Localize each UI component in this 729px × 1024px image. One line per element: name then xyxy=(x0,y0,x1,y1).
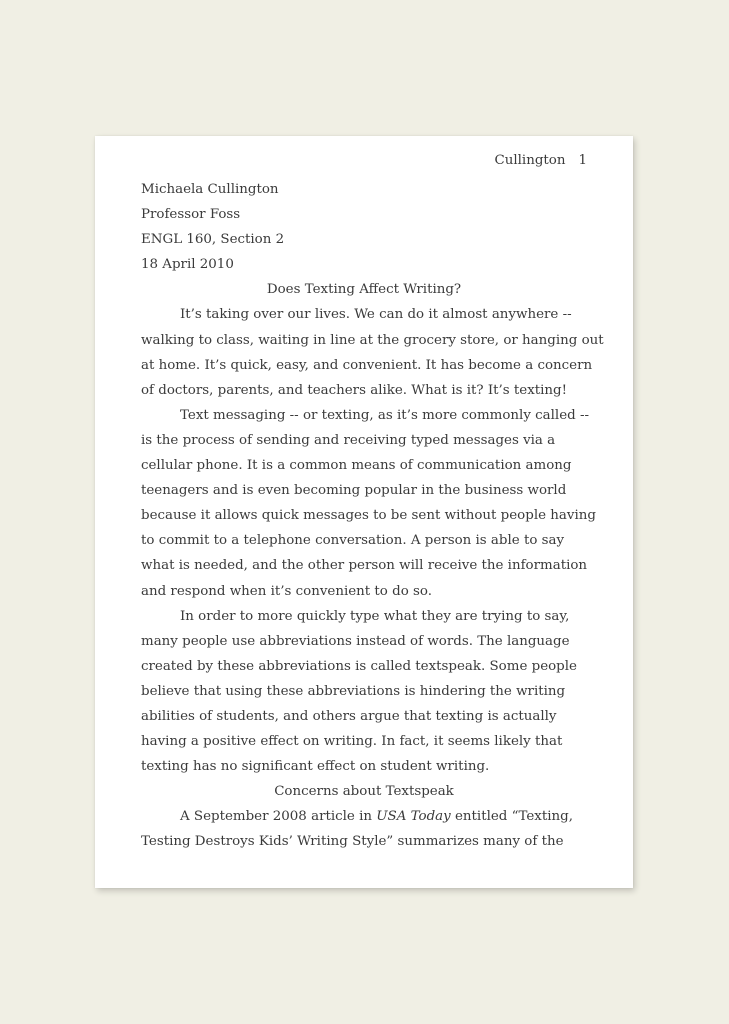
text-line: texting has no significant effect on student writing. xyxy=(141,759,490,775)
text-line: because it allows quick messages to be sent without people having xyxy=(141,508,596,524)
text-line: is the process of sending and receiving typed messages via a xyxy=(141,432,556,448)
text-line: cellular phone. It is a common means of communication among xyxy=(141,458,572,474)
running-head xyxy=(141,148,587,177)
text-run: A September 2008 article in xyxy=(180,809,377,825)
text-run: entitled “Texting, xyxy=(450,809,573,825)
text-line: teenagers and is even becoming popular in the business world xyxy=(141,483,567,499)
text-line: having a positive effect on writing. In fact, it seems likely that xyxy=(141,734,563,750)
text-line: of doctors, parents, and teachers alike. What is it? It’s texting! xyxy=(141,382,567,398)
paragraph-1 xyxy=(141,302,604,402)
section-subheading: Concerns about Textspeak xyxy=(274,784,454,800)
text-line: Text messaging -- or texting, as it’s more commonly called -- xyxy=(180,407,590,423)
student-name: Michaela Cullington xyxy=(141,182,279,197)
page-number: 1 xyxy=(578,153,587,168)
paragraph-2 xyxy=(141,403,596,604)
text-line: Testing Destroys Kids’ Writing Style” summarizes many of the xyxy=(141,834,564,850)
text-line: believe that using these abbreviations is hindering the writing xyxy=(141,683,566,699)
text-line xyxy=(141,804,587,829)
date: 18 April 2010 xyxy=(141,257,234,273)
text-line: abilities of students, and others argue that texting is actually xyxy=(141,708,557,724)
document-page xyxy=(95,136,633,888)
running-head-surname: Cullington xyxy=(494,153,566,168)
instructor-name: Professor Foss xyxy=(141,207,241,223)
text-line: It’s taking over our lives. We can do it almost anywhere -- xyxy=(180,307,572,323)
text-line: many people use abbreviations instead of words. The language xyxy=(141,633,570,649)
essay-title: Does Texting Affect Writing? xyxy=(266,282,462,298)
heading-block xyxy=(141,177,587,277)
text-line: what is needed, and the other person will receive the information xyxy=(141,558,588,574)
paragraph-3 xyxy=(141,604,587,780)
text-line: at home. It’s quick, easy, and convenient. It has become a concern xyxy=(141,357,593,373)
course-name: ENGL 160, Section 2 xyxy=(141,232,285,248)
text-line: created by these abbreviations is called textspeak. Some people xyxy=(141,658,577,674)
text-line: to commit to a telephone conversation. A person is able to say xyxy=(141,533,565,549)
text-line: and respond when it’s convenient to do so. xyxy=(141,583,432,599)
publication-title: USA Today xyxy=(376,809,451,825)
text-line: In order to more quickly type what they are trying to say, xyxy=(180,608,570,624)
text-line: walking to class, waiting in line at the grocery store, or hanging out xyxy=(141,332,604,348)
paragraph-4 xyxy=(141,804,587,854)
